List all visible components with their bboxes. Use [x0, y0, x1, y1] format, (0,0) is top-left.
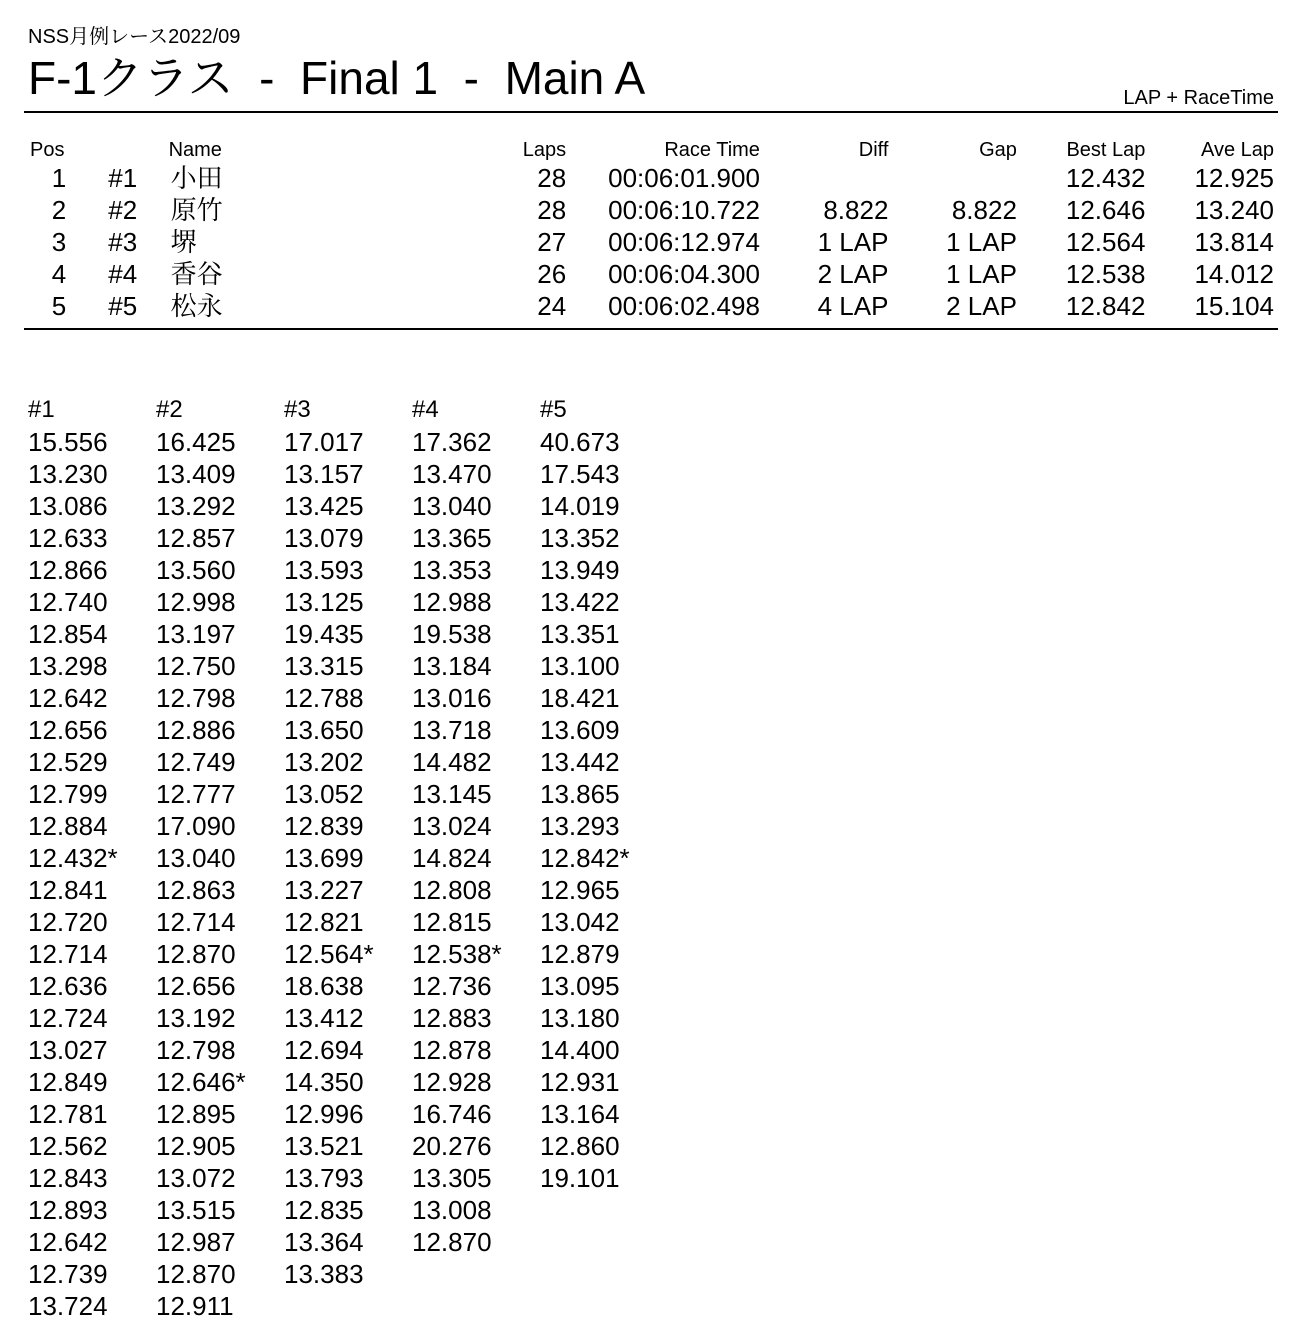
cell-race-time: 00:06:02.498 — [608, 291, 760, 321]
lap-time: 13.425 — [284, 491, 364, 521]
cell-race-time: 00:06:04.300 — [608, 259, 760, 289]
lap-time: 13.125 — [284, 587, 364, 617]
col-header-name: Name — [168, 139, 222, 161]
results-row — [24, 258, 1278, 290]
lap-time: 16.425 — [156, 427, 236, 457]
lap-time: 12.886 — [156, 715, 236, 745]
lap-time: 12.656 — [28, 715, 108, 745]
lap-time: 12.799 — [28, 779, 108, 809]
header-divider — [24, 111, 1278, 113]
lap-time: 13.793 — [284, 1163, 364, 1193]
cell-driver-name: 小田 — [170, 163, 223, 193]
cell-best-lap: 12.564 — [1065, 227, 1146, 257]
lap-time: 13.157 — [284, 459, 364, 489]
cell-ave-lap: 13.814 — [1194, 227, 1274, 257]
lap-time: 12.857 — [156, 523, 236, 553]
lap-time: 13.016 — [412, 683, 492, 713]
lap-time: 12.996 — [284, 1099, 364, 1129]
lap-time: 13.515 — [156, 1195, 236, 1225]
lap-time: 13.298 — [28, 651, 108, 681]
cell-laps: 27 — [537, 227, 567, 257]
lap-time: 20.276 — [412, 1131, 492, 1161]
lap-time: 12.870 — [412, 1227, 492, 1257]
lap-time: 13.192 — [156, 1003, 236, 1033]
lap-time: 13.008 — [412, 1195, 492, 1225]
col-header-laps: Laps — [522, 139, 567, 161]
lap-time: 13.164 — [540, 1099, 620, 1129]
lap-time: 12.843 — [28, 1163, 108, 1193]
lap-column-header: #5 — [540, 396, 567, 423]
lap-time: 12.884 — [28, 811, 108, 841]
lap-time: 13.865 — [540, 779, 620, 809]
lap-time: 12.928 — [412, 1067, 492, 1097]
lap-time: 12.646* — [156, 1067, 246, 1097]
lap-time: 13.100 — [540, 651, 620, 681]
col-header-pos: Pos — [30, 139, 65, 161]
lap-time: 14.019 — [540, 491, 620, 521]
lap-time: 14.350 — [284, 1067, 364, 1097]
lap-time: 13.024 — [412, 811, 492, 841]
lap-time: 12.538* — [412, 939, 502, 969]
lap-time: 12.636 — [28, 971, 108, 1001]
lap-time: 12.870 — [156, 1259, 236, 1289]
lap-time: 12.849 — [28, 1067, 108, 1097]
col-header-gap: Gap — [979, 139, 1017, 161]
lap-time: 13.383 — [284, 1259, 364, 1289]
lap-time: 13.227 — [284, 875, 364, 905]
results-row — [24, 290, 1278, 322]
lap-time: 13.650 — [284, 715, 364, 745]
lap-time: 13.145 — [412, 779, 492, 809]
lap-time: 13.699 — [284, 843, 364, 873]
lap-time: 12.821 — [284, 907, 364, 937]
cell-ave-lap: 14.012 — [1194, 259, 1274, 289]
lap-time: 12.839 — [284, 811, 364, 841]
lap-time: 13.442 — [540, 747, 620, 777]
lap-time: 12.998 — [156, 587, 236, 617]
cell-driver-name: 松永 — [170, 291, 223, 321]
lap-time: 13.293 — [540, 811, 620, 841]
lap-time: 13.949 — [540, 555, 620, 585]
cell-best-lap: 12.842 — [1065, 291, 1146, 321]
lap-time: 13.718 — [412, 715, 492, 745]
lap-column — [156, 394, 284, 1322]
lap-time: 13.292 — [156, 491, 236, 521]
cell-diff: 8.822 — [823, 195, 889, 225]
cell-pos: 2 — [51, 195, 67, 225]
lap-time: 13.412 — [284, 1003, 364, 1033]
cell-laps: 28 — [537, 163, 567, 193]
lap-time: 13.470 — [412, 459, 492, 489]
col-header-diff: Diff — [858, 139, 889, 161]
lap-column-header: #3 — [284, 396, 311, 423]
results-row — [24, 162, 1278, 194]
lap-time: 40.673 — [540, 427, 620, 457]
lap-time: 19.101 — [540, 1163, 620, 1193]
cell-pos: 3 — [51, 227, 67, 257]
cell-gap: 8.822 — [951, 195, 1017, 225]
cell-ave-lap: 13.240 — [1194, 195, 1274, 225]
lap-time: 12.798 — [156, 683, 236, 713]
lap-time: 13.521 — [284, 1131, 364, 1161]
report-mode-label: LAP + RaceTime — [1123, 87, 1274, 109]
lap-time: 12.739 — [28, 1259, 108, 1289]
lap-column — [540, 394, 668, 1322]
col-header-ave-lap: Ave Lap — [1200, 139, 1274, 161]
cell-gap: 1 LAP — [946, 227, 1017, 257]
cell-race-time: 00:06:10.722 — [608, 195, 760, 225]
lap-time: 12.988 — [412, 587, 492, 617]
lap-time: 13.072 — [156, 1163, 236, 1193]
cell-best-lap: 12.432 — [1065, 163, 1146, 193]
lap-time: 12.987 — [156, 1227, 236, 1257]
cell-gap: 2 LAP — [946, 291, 1017, 321]
lap-time: 13.593 — [284, 555, 364, 585]
lap-time: 13.040 — [156, 843, 236, 873]
cell-car-number: #3 — [108, 227, 138, 257]
cell-laps: 24 — [537, 291, 567, 321]
lap-time: 13.052 — [284, 779, 364, 809]
lap-time: 16.746 — [412, 1099, 492, 1129]
lap-time: 12.562 — [28, 1131, 108, 1161]
lap-time: 13.315 — [284, 651, 364, 681]
lap-time: 13.184 — [412, 651, 492, 681]
lap-time: 13.197 — [156, 619, 236, 649]
lap-time: 13.027 — [28, 1035, 108, 1065]
lap-column — [412, 394, 540, 1322]
lap-time: 12.878 — [412, 1035, 492, 1065]
lap-time: 17.362 — [412, 427, 492, 457]
cell-car-number: #4 — [108, 259, 138, 289]
lap-time: 12.854 — [28, 619, 108, 649]
cell-gap: 1 LAP — [946, 259, 1017, 289]
cell-car-number: #2 — [108, 195, 138, 225]
lap-time: 12.863 — [156, 875, 236, 905]
lap-time: 12.866 — [28, 555, 108, 585]
lap-time: 13.305 — [412, 1163, 492, 1193]
lap-time: 12.781 — [28, 1099, 108, 1129]
lap-time: 12.860 — [540, 1131, 620, 1161]
cell-car-number: #5 — [108, 291, 138, 321]
lap-time: 14.824 — [412, 843, 492, 873]
lap-time: 13.409 — [156, 459, 236, 489]
lap-time: 12.432* — [28, 843, 118, 873]
cell-race-time: 00:06:01.900 — [608, 163, 760, 193]
lap-time: 19.435 — [284, 619, 364, 649]
event-subtitle: NSS月例レース2022/09 — [28, 26, 241, 48]
lap-time: 12.798 — [156, 1035, 236, 1065]
lap-time: 13.724 — [28, 1291, 108, 1321]
lap-time: 12.694 — [284, 1035, 364, 1065]
lap-time: 13.230 — [28, 459, 108, 489]
cell-driver-name: 堺 — [170, 227, 197, 257]
lap-column — [284, 394, 412, 1322]
cell-car-number: #1 — [108, 163, 138, 193]
results-row — [24, 226, 1278, 258]
col-header-race-time: Race Time — [664, 139, 760, 161]
lap-time: 13.422 — [540, 587, 620, 617]
cell-diff — [764, 162, 893, 194]
lap-time: 12.965 — [540, 875, 620, 905]
lap-time: 12.893 — [28, 1195, 108, 1225]
cell-ave-lap: 15.104 — [1194, 291, 1274, 321]
lap-time: 17.017 — [284, 427, 364, 457]
lap-time: 15.556 — [28, 427, 108, 457]
col-header-number — [84, 138, 168, 162]
results-header-row — [24, 138, 1278, 162]
cell-driver-name: 原竹 — [170, 195, 223, 225]
lap-time: 12.714 — [156, 907, 236, 937]
lap-time: 13.180 — [540, 1003, 620, 1033]
lap-time: 12.870 — [156, 939, 236, 969]
cell-diff: 4 LAP — [817, 291, 889, 321]
lap-time: 13.352 — [540, 523, 620, 553]
cell-best-lap: 12.646 — [1065, 195, 1146, 225]
cell-diff: 1 LAP — [817, 227, 889, 257]
lap-time: 12.529 — [28, 747, 108, 777]
lap-time: 13.364 — [284, 1227, 364, 1257]
lap-time: 12.724 — [28, 1003, 108, 1033]
cell-race-time: 00:06:12.974 — [608, 227, 760, 257]
lap-time: 12.633 — [28, 523, 108, 553]
lap-time: 13.560 — [156, 555, 236, 585]
lap-time: 12.905 — [156, 1131, 236, 1161]
cell-diff: 2 LAP — [817, 259, 889, 289]
lap-times-grid — [28, 394, 668, 1322]
cell-pos: 1 — [51, 163, 67, 193]
lap-time: 12.841 — [28, 875, 108, 905]
lap-time: 12.714 — [28, 939, 108, 969]
lap-time: 12.788 — [284, 683, 364, 713]
lap-time: 12.931 — [540, 1067, 620, 1097]
lap-column-header: #2 — [156, 396, 183, 423]
lap-time: 13.609 — [540, 715, 620, 745]
lap-time: 12.642 — [28, 1227, 108, 1257]
cell-ave-lap: 12.925 — [1194, 163, 1274, 193]
cell-driver-name: 香谷 — [170, 259, 223, 289]
cell-pos: 5 — [51, 291, 67, 321]
cell-pos: 4 — [51, 259, 67, 289]
cell-best-lap: 12.538 — [1065, 259, 1146, 289]
results-table — [24, 138, 1278, 322]
lap-time: 12.835 — [284, 1195, 364, 1225]
lap-time: 12.642 — [28, 683, 108, 713]
lap-time: 12.808 — [412, 875, 492, 905]
lap-time: 12.842* — [540, 843, 630, 873]
lap-time: 12.656 — [156, 971, 236, 1001]
lap-time: 13.365 — [412, 523, 492, 553]
lap-time: 17.543 — [540, 459, 620, 489]
cell-laps: 26 — [537, 259, 567, 289]
lap-time: 12.564* — [284, 939, 374, 969]
lap-time: 17.090 — [156, 811, 236, 841]
results-divider — [24, 328, 1278, 330]
lap-time: 12.750 — [156, 651, 236, 681]
results-row — [24, 194, 1278, 226]
lap-time: 13.353 — [412, 555, 492, 585]
lap-time: 12.815 — [412, 907, 492, 937]
cell-laps: 28 — [537, 195, 567, 225]
lap-time: 18.421 — [540, 683, 620, 713]
lap-time: 12.777 — [156, 779, 236, 809]
lap-time: 19.538 — [412, 619, 492, 649]
lap-column-header: #1 — [28, 396, 55, 423]
lap-time: 12.911 — [156, 1291, 234, 1321]
lap-time: 13.086 — [28, 491, 108, 521]
lap-time: 12.879 — [540, 939, 620, 969]
lap-column — [28, 394, 156, 1322]
lap-time: 13.351 — [540, 619, 620, 649]
lap-column-header: #4 — [412, 396, 439, 423]
lap-time: 14.482 — [412, 747, 492, 777]
lap-time: 12.720 — [28, 907, 108, 937]
cell-gap — [892, 162, 1021, 194]
page-title: F-1クラス - Final 1 - Main A — [28, 52, 646, 104]
col-header-best-lap: Best Lap — [1066, 139, 1146, 161]
lap-time: 18.638 — [284, 971, 364, 1001]
lap-time: 12.736 — [412, 971, 492, 1001]
lap-time: 13.042 — [540, 907, 620, 937]
lap-time: 13.040 — [412, 491, 492, 521]
lap-time: 13.095 — [540, 971, 620, 1001]
lap-time: 12.883 — [412, 1003, 492, 1033]
lap-time: 12.895 — [156, 1099, 236, 1129]
lap-time: 12.740 — [28, 587, 108, 617]
lap-time: 13.202 — [284, 747, 364, 777]
lap-time: 14.400 — [540, 1035, 620, 1065]
lap-time: 12.749 — [156, 747, 236, 777]
lap-time: 13.079 — [284, 523, 364, 553]
